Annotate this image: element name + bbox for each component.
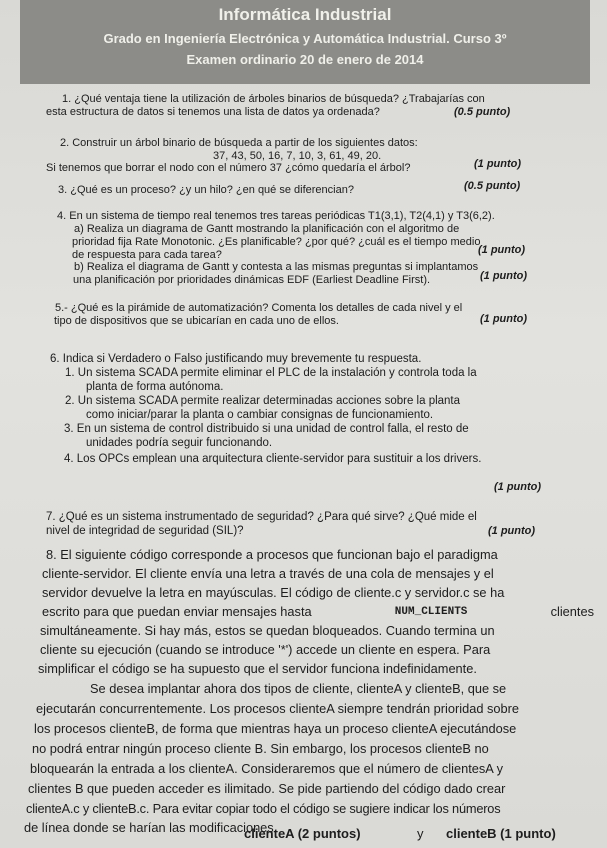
q5-points: (1 punto) bbox=[480, 313, 528, 325]
q4-line2: a) Realiza un diagrama de Gantt mostrando la planificación con el algoritmo de bbox=[74, 223, 460, 235]
q6-item3-cont: unidades podría seguir funcionando. bbox=[86, 437, 273, 449]
q4-points-b: (1 punto) bbox=[480, 270, 528, 282]
clienteb-points: clienteB (1 punto) bbox=[446, 826, 556, 841]
q6-item3: 3. En un sistema de control distribuido si una unidad de control falla, el resto de bbox=[64, 423, 469, 435]
q4-line4: de respuesta para cada tarea? bbox=[72, 249, 222, 261]
q7-points: (1 punto) bbox=[488, 525, 536, 537]
q3-text: 3. ¿Qué es un proceso? ¿y un hilo? ¿en qué se diferencian? bbox=[58, 184, 354, 196]
q6-item1: 1. Un sistema SCADA permite eliminar el PLC de la instalación y controla toda la bbox=[65, 367, 477, 379]
q8-line4 bbox=[42, 603, 594, 622]
q8-p2-line5: bloquearán la entrada a los clienteA. Consideraremos que el número de clientesA y bbox=[30, 761, 504, 776]
q8-line1: 8. El siguiente código corresponde a procesos que funcionan bajo el paradigma bbox=[46, 547, 498, 562]
q2-points: (1 punto) bbox=[474, 158, 522, 170]
q8-p2-line1: Se desea implantar ahora dos tipos de cliente, clienteA y clienteB, que se bbox=[90, 681, 507, 696]
q8-line4-end: clientes bbox=[550, 604, 594, 619]
q4-points-a: (1 punto) bbox=[478, 244, 526, 256]
course-title: Informática Industrial bbox=[218, 5, 392, 24]
q8-p2-line7: clienteA.c y clienteB.c. Para evitar copiar todo el código se sugiere indicar los números bbox=[26, 801, 501, 816]
q6-points: (1 punto) bbox=[494, 481, 542, 493]
q8-p2-line4: no podrá entrar ningún proceso cliente B. Sin embargo, los procesos clienteB no bbox=[32, 741, 489, 756]
q7-line2: nivel de integridad de seguridad (SIL)? bbox=[46, 525, 244, 537]
q6-intro: 6. Indica si Verdadero o Falso justificando muy brevemente tu respuesta. bbox=[50, 353, 422, 365]
q2-line3: Si tenemos que borrar el nodo con el número 37 ¿cómo quedaría el árbol? bbox=[46, 162, 411, 174]
q8-p2-line6: clientes B que pueden acceder es ilimitado. Se pide partiendo del código dado crear bbox=[28, 781, 506, 796]
exam-date: Examen ordinario 20 de enero de 2014 bbox=[186, 52, 424, 67]
q8-line7: simplificar el código se ha supuesto que el servidor funciona indefinidamente. bbox=[38, 661, 477, 676]
q1-points: (0.5 punto) bbox=[454, 106, 511, 118]
q8-line5: simultáneamente. Si hay más, estos se quedan bloqueados. Cuando termina un bbox=[40, 623, 495, 638]
q6-item2-cont: como iniciar/parar la planta o cambiar consignas de funcionamiento. bbox=[86, 409, 434, 421]
q6-item4: 4. Los OPCs emplean una arquitectura cliente-servidor para sustituir a los drivers. bbox=[64, 453, 482, 465]
q1-line2: esta estructura de datos si tenemos una lista de datos ya ordenada? bbox=[46, 106, 380, 118]
degree-subtitle: Grado en Ingeniería Electrónica y Automática Industrial. Curso 3º bbox=[103, 31, 507, 46]
q2-data: 37, 43, 50, 16, 7, 10, 3, 61, 49, 20. bbox=[213, 150, 382, 162]
q6-item2: 2. Un sistema SCADA permite realizar determinadas acciones sobre la planta bbox=[65, 395, 461, 407]
exam-header bbox=[20, 0, 590, 84]
q8-line2: cliente-servidor. El cliente envía una letra a través de una cola de mensajes y el bbox=[42, 566, 494, 581]
q8-line3: servidor devuelve la letra en mayúsculas. El código de cliente.c y servidor.c se ha bbox=[42, 585, 505, 600]
q4-line6: una planificación por prioridades dinámicas EDF (Earliest Deadline First). bbox=[73, 274, 431, 286]
q8-p2-line8: de línea donde se harían las modificaciones. bbox=[24, 820, 278, 835]
q3-points: (0.5 punto) bbox=[464, 180, 521, 192]
clientea-points: clienteA (2 puntos) bbox=[244, 826, 361, 841]
q5-line1: 5.- ¿Qué es la pirámide de automatización? Comenta los detalles de cada nivel y el bbox=[55, 302, 463, 314]
q8-p2-line2: ejecutarán concurrentemente. Los procesos clienteA siempre tendrán prioridad sobre bbox=[36, 701, 520, 716]
q5-line2: tipo de dispositivos que se ubicarían en cada uno de ellos. bbox=[54, 315, 339, 327]
q4-line5: b) Realiza el diagrama de Gantt y contesta a las mismas preguntas si implantamos bbox=[74, 261, 479, 273]
q8-line4-text: escrito para que puedan enviar mensajes hasta bbox=[42, 604, 312, 619]
q7-line1: 7. ¿Qué es un sistema instrumentado de seguridad? ¿Para qué sirve? ¿Qué mide el bbox=[46, 511, 477, 523]
final-connector: y bbox=[417, 826, 424, 841]
num-clients-code: NUM_CLIENTS bbox=[394, 606, 468, 618]
q8-p2-line3: los procesos clienteB, de forma que mientras haya un proceso clienteA ejecutándose bbox=[34, 721, 517, 736]
q6-item1-cont: planta de forma autónoma. bbox=[86, 381, 224, 393]
q1-line1: 1. ¿Qué ventaja tiene la utilización de árboles binarios de búsqueda? ¿Trabajarías con bbox=[62, 93, 485, 105]
q4-line3: prioridad fija Rate Monotonic. ¿Es planificable? ¿por qué? ¿cuál es el tiempo medio bbox=[72, 236, 481, 248]
q2-line1: 2. Construir un árbol binario de búsqueda a partir de los siguientes datos: bbox=[60, 137, 418, 149]
q8-line6: cliente su ejecución (cuando se introduce '*') accede un cliente en espera. Para bbox=[40, 642, 491, 657]
q4-line1: 4. En un sistema de tiempo real tenemos tres tareas periódicas T1(3,1), T2(4,1) y T3(6,2). bbox=[57, 210, 495, 222]
